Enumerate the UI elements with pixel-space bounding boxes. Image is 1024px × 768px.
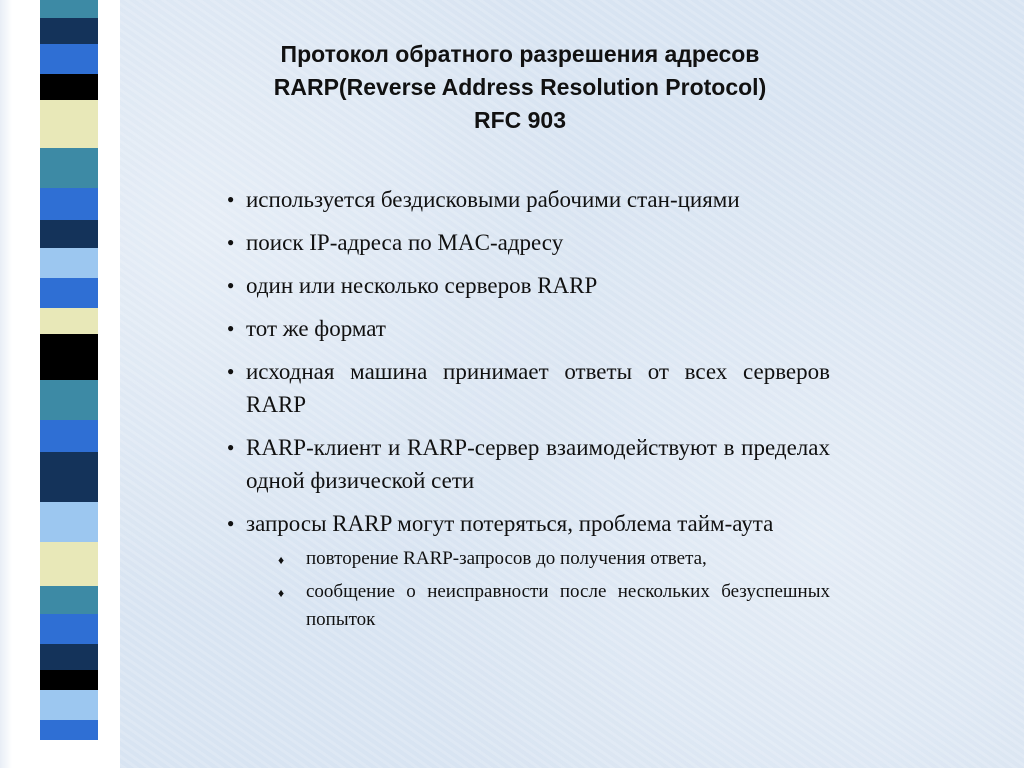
filled-circle-icon: ● [227, 235, 235, 249]
list-item [225, 355, 830, 421]
bullet-list [225, 183, 830, 644]
decorative-stripe [40, 452, 98, 502]
filled-circle-icon: ● [227, 321, 235, 335]
decorative-stripe [40, 44, 98, 74]
decorative-stripe-column [40, 0, 98, 768]
decorative-stripe [40, 334, 98, 380]
decorative-stripe [40, 74, 98, 100]
decorative-stripe [40, 188, 98, 220]
slide-title [150, 38, 890, 137]
list-item [225, 269, 830, 302]
decorative-stripe [40, 100, 98, 148]
filled-circle-icon: ● [227, 364, 235, 378]
filled-circle-icon: ● [227, 440, 235, 454]
left-edge-shade [0, 0, 12, 768]
list-item [225, 226, 830, 259]
list-item [225, 183, 830, 216]
list-item-text: исходная машина принимает ответы от всех серверов RARP [246, 359, 830, 417]
decorative-stripe [40, 248, 98, 278]
decorative-stripe [40, 380, 98, 420]
decorative-stripe [40, 420, 98, 452]
sub-bullet-list [246, 545, 830, 634]
decorative-stripe [40, 220, 98, 248]
decorative-stripe [40, 542, 98, 586]
list-item-text: тот же формат [246, 316, 386, 341]
decorative-stripe [40, 502, 98, 542]
list-item-text: один или несколько серверов RARP [246, 273, 598, 298]
list-item-text: используется бездисковыми рабочими стан-циями [246, 187, 740, 212]
diamond-icon: ♦ [278, 553, 285, 567]
filled-circle-icon: ● [227, 516, 235, 530]
decorative-stripe [40, 720, 98, 740]
list-item-text: запросы RARP могут потеряться, проблема тайм-аута [246, 511, 774, 536]
title-line-1: Протокол обратного разрешения адресов [280, 41, 760, 67]
decorative-stripe [40, 586, 98, 614]
decorative-stripe [40, 614, 98, 644]
decorative-stripe [40, 690, 98, 720]
decorative-stripe [40, 0, 98, 18]
sub-list-item [246, 545, 830, 573]
filled-circle-icon: ● [227, 278, 235, 292]
list-item [225, 431, 830, 497]
diamond-icon: ♦ [278, 586, 285, 600]
list-item-text: поиск IP-адреса по MAC-адресу [246, 230, 564, 255]
title-line-3: RFC 903 [473, 107, 567, 133]
decorative-stripe [40, 670, 98, 690]
sub-list-item [246, 578, 830, 634]
sub-list-item-text: сообщение о неисправности после нескольких безуспешных попыток [306, 581, 830, 630]
list-item [225, 507, 830, 634]
decorative-stripe [40, 308, 98, 334]
list-item [225, 312, 830, 345]
sub-list-item-text: повторение RARP-запросов до получения ответа, [306, 548, 707, 569]
filled-circle-icon: ● [227, 192, 235, 206]
decorative-stripe [40, 278, 98, 308]
list-item-text: RARP-клиент и RARP-сервер взаимодействуют в пределах одной физической сети [246, 435, 830, 493]
decorative-stripe [40, 148, 98, 188]
decorative-stripe [40, 18, 98, 44]
title-line-2: RARP(Reverse Address Resolution Protocol) [273, 74, 767, 100]
decorative-stripe [40, 644, 98, 670]
